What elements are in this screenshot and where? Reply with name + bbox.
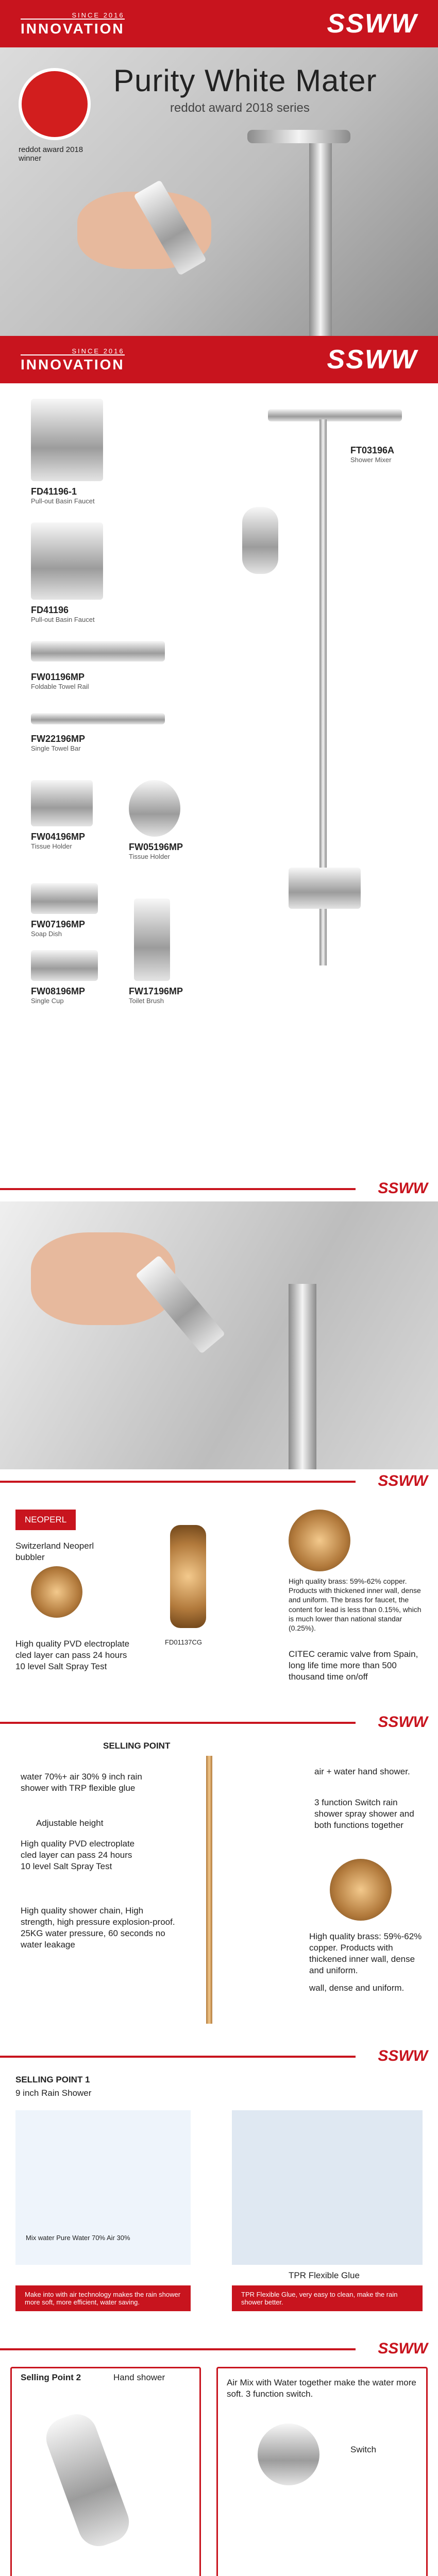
innovation-label: INNOVATION [21,19,125,36]
shower-chain-text: High quality shower chain, High strength, high pressure explosion-proof. 25KG water pressure, 60 seconds no water leakage [21,1906,175,1950]
ssww-logo: SSWW [378,2340,428,2357]
model-code: FD01137CG [165,1638,203,1646]
item-desc: Pull-out Basin Faucet [31,497,95,505]
selling-point-1-section [0,2069,438,2337]
ssww-logo: SSWW [327,9,417,39]
brand-innovation-2 [21,348,125,372]
basin-faucet-image-2 [31,522,103,600]
catalog-item [129,986,183,1005]
water-air-text: water 70%+ air 30% 9 inch rain shower with TRP flexible glue [21,1772,142,1793]
item-desc: Soap Dish [31,930,62,938]
switch-label: Switch [350,2445,377,2454]
selling-point-2-section [0,2362,438,2576]
tissue-ring-image [129,780,180,837]
item-desc: Pull-out Basin Faucet [31,616,95,623]
item-code: FT03196A [350,445,395,455]
gold-faucet-image [170,1525,206,1628]
item-desc: Single Towel Bar [31,744,81,752]
ssww-logo: SSWW [378,1472,428,1489]
section-divider [0,1710,438,1735]
hero-subtitle: reddot award 2018 series [170,101,310,115]
neoperl-bubbler-image [31,1566,82,1618]
brand-innovation [21,12,125,36]
since-label: SINCE 2016 [72,347,125,355]
header-bar-2 [0,336,438,383]
citec-text: CITEC ceramic valve from Spain, long life time more than 500 thousand time on/off [289,1649,418,1682]
brass-rods-image [289,1510,350,1571]
basin-faucet-image [31,399,103,481]
switch-function-text: 3 function Switch rain shower spray shower and both functions together [314,1798,414,1831]
ssww-logo: SSWW [327,345,417,375]
tpr-label: TPR Flexible Glue [289,2270,360,2280]
section-divider [0,2044,438,2069]
catalog-item [31,919,85,938]
towel-rail-image [31,641,165,662]
item-code: FW17196MP [129,986,183,996]
tpr-panel [232,2110,423,2265]
item-desc: Tissue Holder [129,853,170,860]
divider-line [0,1188,356,1190]
catalog-item [31,832,85,850]
silicon-text: Make into with air technology makes the rain shower more soft, more efficient, water saving. [15,2285,191,2311]
hero-section [0,47,438,336]
rain-shower-head [268,409,402,421]
product-photo [0,1201,438,1469]
catalog-item [350,445,394,464]
brass-rods-image [330,1859,392,1921]
selling-point-title: SELLING POINT [103,1741,171,1751]
selling-point-1-title: SELLING POINT 1 [15,2075,90,2084]
adjustable-height-text: Adjustable height [36,1818,104,1828]
catalog-item [31,605,95,623]
rain-shower-subtitle: 9 inch Rain Shower [15,2088,92,2098]
shower-mixer-valve [289,868,361,909]
faucet-body [289,1284,316,1469]
towel-bar-image [31,713,165,724]
section-divider [0,1469,438,1494]
hand-shower-label: Hand shower [113,2372,165,2382]
item-code: FW04196MP [31,832,86,842]
divider-line [0,2348,356,2350]
air-water-text: air + water hand shower. [314,1767,410,1776]
catalog-item [31,986,85,1005]
mix-water-label: Mix water Pure Water 70% Air 30% [26,2234,130,2242]
catalog-item [31,734,85,752]
item-desc: Shower Mixer [350,456,392,464]
item-code: FW05196MP [129,842,183,852]
divider-line [0,2056,356,2058]
item-desc: Single Cup [31,997,64,1005]
selling-point-section [0,1735,438,2044]
brass-text: High quality brass: 59%-62% copper. Products with thickened inner wall, dense and uniform. The brass for faucet, the content for lead is less than 0.15%, which is much lower than national standar (0.25%). [289,1577,422,1632]
item-code: FD41196 [31,605,69,615]
item-code: FW08196MP [31,986,86,996]
award-text: reddot award 2018 winner [19,145,83,163]
header-bar [0,0,438,47]
item-code: FD41196-1 [31,486,77,497]
faucet-body [309,130,332,336]
faucet-lever [247,130,350,143]
wall-text: wall, dense and uniform. [309,1983,405,1993]
ssww-logo: SSWW [378,2047,428,2064]
toilet-brush-image [134,899,170,981]
catalog-item [31,672,89,690]
ssww-logo: SSWW [378,1714,428,1731]
innovation-label: INNOVATION [21,354,125,372]
divider-line [0,1481,356,1483]
pvd-text-2: High quality PVD electroplate cled layer can pass 24 hours 10 level Salt Spray Test [21,1839,135,1872]
tpr-text: TPR Flexible Glue, very easy to clean, make the rain shower better. [232,2285,423,2311]
hero-title: Purity White Mater [113,63,377,98]
section-divider [0,2337,438,2362]
item-desc: Tissue Holder [31,842,72,850]
single-cup-image [31,950,98,981]
section-divider [0,1177,438,1201]
features-section-1 [0,1494,438,1710]
item-code: FW01196MP [31,672,85,682]
item-desc: Toilet Brush [129,997,164,1005]
catalog-item [129,842,183,860]
divider-line [0,1722,356,1724]
catalog-section [0,383,438,1177]
ssww-logo: SSWW [378,1180,428,1197]
neoperl-text: Switzerland Neoperl bubbler [15,1541,94,1563]
air-mix-text: Air Mix with Water together make the water more soft. 3 function switch. [227,2378,416,2399]
hand-shower-image [242,507,278,574]
gold-shower-pole [206,1756,212,2024]
selling-point-2-title: Selling Point 2 [21,2372,81,2382]
since-label: SINCE 2016 [72,11,125,19]
item-code: FW22196MP [31,734,86,744]
pvd-text: High quality PVD electroplate cled layer can pass 24 hours 10 level Salt Spray Test [15,1639,130,1672]
neoperl-badge: NEOPERL [15,1510,76,1530]
catalog-item [31,486,95,505]
item-desc: Foldable Towel Rail [31,683,89,690]
brass-text-2: High quality brass: 59%-62% copper. Products with thickened inner wall, dense and uniform. [309,1931,422,1976]
reddot-award-icon [19,68,91,140]
item-code: FW07196MP [31,919,86,929]
switch-button-image [258,2424,319,2485]
tissue-holder-image [31,780,93,826]
soap-dish-image [31,883,98,914]
